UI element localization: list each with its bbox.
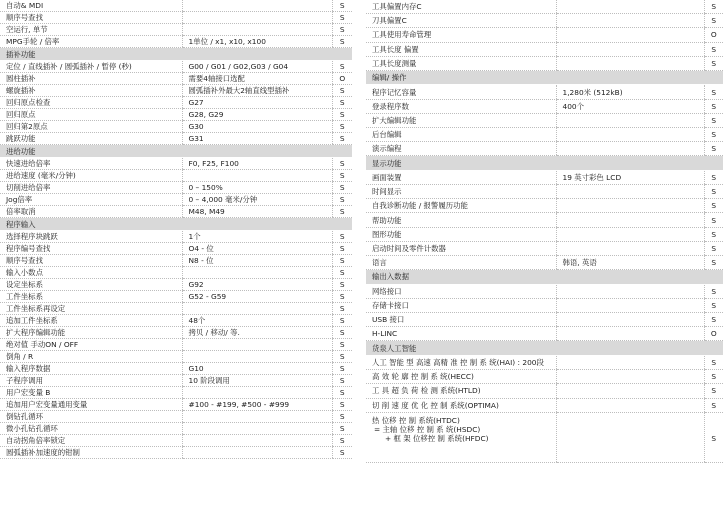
spec-row	[0, 158, 352, 170]
feature-value: 0 – 4,000 毫米/分钟	[182, 194, 332, 206]
section-title: 编辑/ 操作	[366, 70, 723, 85]
feature-flag: S	[704, 85, 723, 99]
feature-name: 空运行, 单节	[0, 24, 182, 36]
feature-value: 48个	[182, 315, 332, 327]
feature-flag: S	[332, 387, 352, 399]
section-title: 插补功能	[0, 48, 352, 61]
spec-row	[366, 298, 723, 312]
left-spec-table	[0, 0, 352, 459]
feature-flag: S	[332, 351, 352, 363]
feature-name: 工件坐标系	[0, 291, 182, 303]
feature-flag: S	[332, 363, 352, 375]
feature-flag: S	[332, 133, 352, 145]
section-title: 输出入数据	[366, 270, 723, 285]
feature-value	[556, 284, 704, 298]
spec-row	[0, 279, 352, 291]
feature-name: 设定坐标系	[0, 279, 182, 291]
section-title: 程序输入	[0, 218, 352, 231]
spec-row	[366, 398, 723, 412]
feature-value: O4 - 位	[182, 243, 332, 255]
feature-name: 顺序号查找	[0, 255, 182, 267]
feature-flag: S	[332, 61, 352, 73]
feature-name: 螺旋插补	[0, 85, 182, 97]
section-header-row	[366, 341, 723, 356]
spec-row	[0, 243, 352, 255]
feature-name: Jog倍率	[0, 194, 182, 206]
feature-name: 追加用户宏变量通用变量	[0, 399, 182, 411]
feature-name: 自我诊断功能 / 报警履历功能	[366, 199, 556, 213]
feature-value	[556, 14, 704, 28]
spec-row	[366, 412, 723, 462]
feature-flag: O	[332, 73, 352, 85]
feature-name: 工件坐标系再设定	[0, 303, 182, 315]
spec-row	[366, 313, 723, 327]
spec-row	[366, 28, 723, 42]
feature-name: 登录程序数	[366, 99, 556, 113]
feature-value: 需要4轴接口选配	[182, 73, 332, 85]
section-title: 显示功能	[366, 156, 723, 171]
feature-flag: S	[704, 142, 723, 156]
spec-row	[0, 97, 352, 109]
spec-row	[0, 291, 352, 303]
feature-name: 高 效 轮 廓 控 制 系 统(HECC)	[366, 370, 556, 384]
feature-flag: S	[332, 109, 352, 121]
feature-value: G10	[182, 363, 332, 375]
feature-flag: S	[332, 194, 352, 206]
spec-row	[0, 303, 352, 315]
feature-value	[182, 170, 332, 182]
feature-name: USB 接口	[366, 313, 556, 327]
spec-row	[0, 0, 352, 12]
spec-row	[0, 411, 352, 423]
feature-name: 倒角 / R	[0, 351, 182, 363]
feature-value: G00 / G01 / G02,G03 / G04	[182, 61, 332, 73]
feature-name: 语言	[366, 256, 556, 270]
feature-flag: S	[704, 128, 723, 142]
feature-value	[556, 199, 704, 213]
feature-flag: S	[332, 375, 352, 387]
feature-flag: S	[704, 370, 723, 384]
feature-name: 用户宏变量 B	[0, 387, 182, 399]
feature-name: 启动时间及零件计数器	[366, 241, 556, 255]
spec-row	[0, 447, 352, 459]
spec-row	[366, 370, 723, 384]
feature-value	[556, 213, 704, 227]
spec-row	[0, 170, 352, 182]
spec-row	[0, 206, 352, 218]
feature-name: 微小孔钻孔循环	[0, 423, 182, 435]
feature-value	[556, 370, 704, 384]
feature-flag: S	[332, 170, 352, 182]
feature-flag: S	[332, 231, 352, 243]
feature-name: 绝对值 手动ON / OFF	[0, 339, 182, 351]
section-header-row	[0, 145, 352, 158]
feature-flag: S	[704, 213, 723, 227]
feature-name: 工具偏置内存C	[366, 0, 556, 14]
feature-value	[182, 339, 332, 351]
feature-flag: O	[704, 327, 723, 341]
spec-row	[366, 14, 723, 28]
feature-value	[556, 56, 704, 70]
spec-row	[0, 435, 352, 447]
feature-value	[556, 398, 704, 412]
feature-flag: S	[332, 36, 352, 48]
feature-flag: S	[704, 313, 723, 327]
spec-row	[366, 213, 723, 227]
feature-flag: S	[332, 267, 352, 279]
feature-value: 韩语, 英语	[556, 256, 704, 270]
feature-name-line: 热 位移 控 制 系统(HTDC)	[372, 415, 460, 425]
section-header-row	[366, 70, 723, 85]
feature-value: 1,280米 (512kB)	[556, 85, 704, 99]
spec-row	[0, 339, 352, 351]
feature-flag: S	[704, 42, 723, 56]
spec-row	[366, 128, 723, 142]
feature-name: 圆柱插补	[0, 73, 182, 85]
feature-value: 10 阶段调用	[182, 375, 332, 387]
feature-name: 回归原点	[0, 109, 182, 121]
spec-row	[0, 351, 352, 363]
spec-row	[366, 170, 723, 184]
feature-name	[366, 412, 556, 462]
feature-name: 工 具 超 负 荷 检 测 系统(HTLD)	[366, 384, 556, 398]
feature-value	[556, 28, 704, 42]
feature-name: 自动& MDI	[0, 0, 182, 12]
feature-value	[556, 241, 704, 255]
feature-flag: S	[332, 243, 352, 255]
feature-name: 演示编程	[366, 142, 556, 156]
feature-value	[182, 303, 332, 315]
feature-flag: S	[332, 303, 352, 315]
spec-row	[366, 227, 723, 241]
feature-flag: S	[704, 170, 723, 184]
feature-value	[556, 42, 704, 56]
feature-value	[182, 0, 332, 12]
spec-row	[0, 255, 352, 267]
spec-row	[366, 99, 723, 113]
feature-value: G28, G29	[182, 109, 332, 121]
spec-row	[366, 327, 723, 341]
feature-flag: S	[704, 241, 723, 255]
feature-flag: S	[704, 99, 723, 113]
feature-flag: S	[704, 355, 723, 369]
feature-name: 自动拐角倍率锁定	[0, 435, 182, 447]
feature-flag: S	[704, 298, 723, 312]
feature-name: 定位 / 直线插补 / 圆弧插补 / 暂停 (秒)	[0, 61, 182, 73]
feature-value: 圆弧插补外最大2轴直线型插补	[182, 85, 332, 97]
feature-value	[182, 12, 332, 24]
feature-flag: S	[332, 399, 352, 411]
feature-name: 圆弧插补加速度的钳制	[0, 447, 182, 459]
right-spec-table	[366, 0, 723, 463]
spec-row	[366, 384, 723, 398]
feature-value	[556, 227, 704, 241]
feature-value: F0, F25, F100	[182, 158, 332, 170]
feature-flag: S	[332, 291, 352, 303]
feature-value: 0 – 150%	[182, 182, 332, 194]
section-title: 进给功能	[0, 145, 352, 158]
feature-name: 输入程序数据	[0, 363, 182, 375]
spec-row	[366, 0, 723, 14]
spec-row	[366, 142, 723, 156]
feature-value: 19 英寸彩色 LCD	[556, 170, 704, 184]
feature-name: 回归第2原点	[0, 121, 182, 133]
spec-row	[0, 267, 352, 279]
feature-flag: S	[332, 411, 352, 423]
feature-name-line: + 框 架 位移控 制 系统(HFDC)	[385, 433, 489, 443]
feature-flag: S	[332, 182, 352, 194]
feature-name: 网络接口	[366, 284, 556, 298]
spec-row	[0, 12, 352, 24]
feature-name: 工具长度 偏置	[366, 42, 556, 56]
spec-row	[366, 355, 723, 369]
section-header-row	[0, 48, 352, 61]
feature-name: 进给速度 (毫米/分钟)	[0, 170, 182, 182]
feature-flag: S	[332, 206, 352, 218]
feature-name: 切削进给倍率	[0, 182, 182, 194]
feature-value	[556, 327, 704, 341]
feature-value: M48, M49	[182, 206, 332, 218]
feature-name: 程序编号查找	[0, 243, 182, 255]
feature-flag: S	[332, 24, 352, 36]
section-header-row	[366, 270, 723, 285]
feature-flag: S	[332, 315, 352, 327]
feature-flag: S	[332, 97, 352, 109]
feature-value	[182, 447, 332, 459]
feature-value: 拷贝 / 移动/ 等.	[182, 327, 332, 339]
feature-value	[556, 185, 704, 199]
feature-value	[182, 423, 332, 435]
feature-flag: S	[704, 185, 723, 199]
spec-row	[366, 185, 723, 199]
feature-name: 切 削 速 度 优 化 控 制 系统(OPTIMA)	[366, 398, 556, 412]
feature-flag: S	[704, 256, 723, 270]
spec-row	[0, 73, 352, 85]
feature-name: 跳跃功能	[0, 133, 182, 145]
spec-row	[0, 61, 352, 73]
feature-name: 倒钻孔循环	[0, 411, 182, 423]
section-header-row	[0, 218, 352, 231]
feature-name: 扩大程序编辑功能	[0, 327, 182, 339]
feature-name: MPG手轮 / 倍率	[0, 36, 182, 48]
feature-name: 输入小数点	[0, 267, 182, 279]
spec-row	[0, 121, 352, 133]
feature-name: 倍率取消	[0, 206, 182, 218]
feature-flag: S	[332, 85, 352, 97]
feature-flag: S	[704, 56, 723, 70]
spec-row	[0, 24, 352, 36]
spec-row	[0, 85, 352, 97]
feature-name: 工具长度测量	[366, 56, 556, 70]
feature-flag: S	[332, 255, 352, 267]
feature-flag: S	[704, 0, 723, 14]
spec-row	[366, 56, 723, 70]
feature-value: N8 - 位	[182, 255, 332, 267]
feature-name: 程序记忆容量	[366, 85, 556, 99]
spec-row	[0, 399, 352, 411]
feature-flag: S	[704, 398, 723, 412]
feature-name: 刀具偏置C	[366, 14, 556, 28]
spec-row	[0, 363, 352, 375]
feature-value: 1个	[182, 231, 332, 243]
feature-flag: S	[704, 227, 723, 241]
feature-name: 存储卡接口	[366, 298, 556, 312]
feature-flag: S	[704, 384, 723, 398]
feature-name: 回归原点检查	[0, 97, 182, 109]
spec-row	[0, 36, 352, 48]
feature-name: 快速进给倍率	[0, 158, 182, 170]
feature-flag: S	[704, 412, 723, 462]
feature-value: G31	[182, 133, 332, 145]
feature-name: 帮助功能	[366, 213, 556, 227]
spec-row	[0, 109, 352, 121]
feature-name: 选择程序块跳跃	[0, 231, 182, 243]
spec-row	[0, 423, 352, 435]
spec-row	[366, 42, 723, 56]
feature-flag: S	[332, 12, 352, 24]
feature-name: 追加工件坐标系	[0, 315, 182, 327]
feature-name: 子程序调用	[0, 375, 182, 387]
feature-value	[182, 351, 332, 363]
feature-flag: S	[704, 199, 723, 213]
spec-row	[0, 182, 352, 194]
feature-name: 人工 智能 型 高速 高精 准 控 制 系 统(HAI) : 200段	[366, 355, 556, 369]
feature-flag: S	[332, 339, 352, 351]
feature-value	[556, 128, 704, 142]
feature-value	[182, 24, 332, 36]
feature-name: 画面装置	[366, 170, 556, 184]
spec-row	[0, 375, 352, 387]
feature-value: G30	[182, 121, 332, 133]
feature-flag: S	[332, 158, 352, 170]
feature-flag: S	[332, 327, 352, 339]
section-header-row	[366, 156, 723, 171]
feature-value	[556, 113, 704, 127]
feature-value	[556, 298, 704, 312]
feature-value	[556, 355, 704, 369]
spec-row	[0, 327, 352, 339]
feature-value: G52 - G59	[182, 291, 332, 303]
feature-flag: S	[332, 447, 352, 459]
spec-row	[0, 231, 352, 243]
feature-flag: S	[332, 0, 352, 12]
spec-row	[0, 315, 352, 327]
feature-value	[182, 387, 332, 399]
feature-value: 400个	[556, 99, 704, 113]
spec-row	[366, 284, 723, 298]
feature-name: 时间显示	[366, 185, 556, 199]
spec-row	[366, 241, 723, 255]
feature-value: 1单位 / x1, x10, x100	[182, 36, 332, 48]
spec-row	[366, 199, 723, 213]
feature-value: G92	[182, 279, 332, 291]
feature-name: 后台编辑	[366, 128, 556, 142]
feature-name: 工具使用寿命管理	[366, 28, 556, 42]
feature-value	[556, 0, 704, 14]
feature-value	[182, 267, 332, 279]
feature-value	[182, 411, 332, 423]
feature-flag: S	[704, 14, 723, 28]
feature-value: G27	[182, 97, 332, 109]
feature-name-line: = 主轴 位移 控 制 系 统(HSDC)	[374, 424, 481, 434]
feature-flag: S	[332, 279, 352, 291]
feature-name: 扩大编辑功能	[366, 113, 556, 127]
feature-flag: S	[332, 121, 352, 133]
feature-value: #100 - #199, #500 - #999	[182, 399, 332, 411]
feature-value	[556, 142, 704, 156]
feature-flag: S	[332, 423, 352, 435]
feature-name: H-LINC	[366, 327, 556, 341]
feature-flag: O	[704, 28, 723, 42]
feature-value	[556, 384, 704, 398]
spec-row	[0, 387, 352, 399]
spec-row	[0, 133, 352, 145]
feature-flag: S	[704, 284, 723, 298]
spec-row	[366, 256, 723, 270]
feature-name: 顺序号查找	[0, 12, 182, 24]
feature-value	[556, 412, 704, 462]
spec-row	[0, 194, 352, 206]
section-title: 货泉人工智能	[366, 341, 723, 356]
spec-row	[366, 113, 723, 127]
feature-name: 图形功能	[366, 227, 556, 241]
feature-flag: S	[704, 113, 723, 127]
feature-value	[556, 313, 704, 327]
feature-flag: S	[332, 435, 352, 447]
feature-value	[182, 435, 332, 447]
spec-row	[366, 85, 723, 99]
